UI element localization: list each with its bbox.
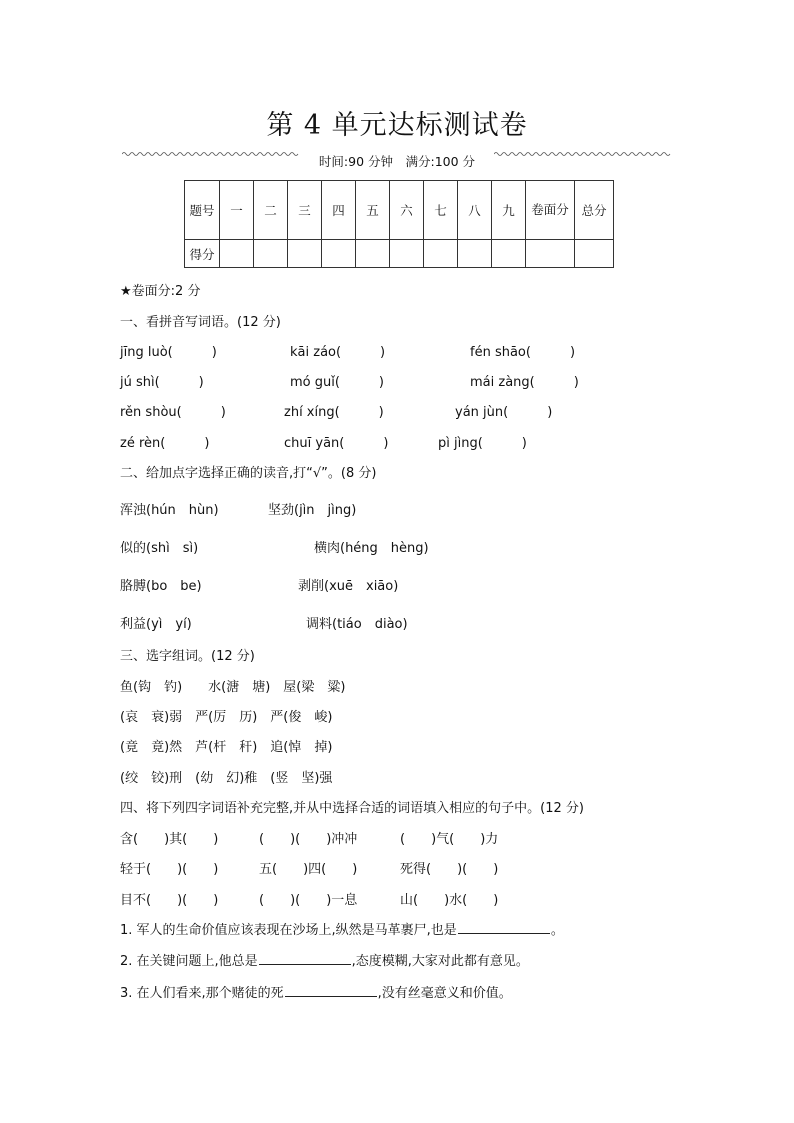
idiom-item[interactable]: ( )( )一息 — [259, 893, 358, 908]
score-header: 卷面分 — [526, 181, 575, 240]
pinyin-item[interactable]: rěn shòu( ) — [120, 405, 226, 420]
score-header: 总分 — [575, 181, 614, 240]
score-cell[interactable] — [390, 240, 424, 268]
score-cell[interactable] — [356, 240, 390, 268]
answer-blank[interactable] — [285, 984, 377, 997]
score-header: 四 — [322, 181, 356, 240]
score-header: 一 — [220, 181, 254, 240]
idiom-item[interactable]: 轻于( )( ) — [120, 862, 219, 877]
reading-choice[interactable]: 坚劲(jìn jìng) — [268, 503, 357, 518]
idiom-item[interactable]: ( )气( )力 — [400, 832, 499, 847]
reading-choice[interactable]: 似的(shì sì) — [120, 541, 199, 556]
idiom-item[interactable]: ( )( )冲冲 — [259, 832, 358, 847]
score-header: 题号 — [185, 181, 220, 240]
pinyin-item[interactable]: yán jùn( ) — [455, 405, 553, 420]
section-1-heading: 一、看拼音写词语。(12 分) — [120, 315, 281, 330]
score-cell[interactable] — [254, 240, 288, 268]
sentence-text: 2. 在关键问题上,他总是 — [120, 954, 258, 969]
fill-sentence-2 — [120, 950, 529, 969]
sentence-text: 。 — [550, 923, 564, 938]
score-row-label: 得分 — [185, 240, 220, 268]
idiom-item[interactable]: 死得( )( ) — [400, 862, 499, 877]
score-header: 六 — [390, 181, 424, 240]
idiom-item[interactable]: 五( )四( ) — [259, 862, 358, 877]
answer-blank[interactable] — [458, 921, 550, 934]
score-cell[interactable] — [424, 240, 458, 268]
reading-choice[interactable]: 利益(yì yí) — [120, 617, 192, 632]
page-title: 第 4 单元达标测试卷 — [266, 110, 528, 141]
score-cell[interactable] — [458, 240, 492, 268]
word-choice-row[interactable]: (绞 铰)刑 (幼 幻)稚 (竖 坚)强 — [120, 771, 333, 786]
score-cell[interactable] — [322, 240, 356, 268]
sentence-text: ,没有丝毫意义和价值。 — [377, 986, 512, 1001]
pinyin-item[interactable]: zé rèn( ) — [120, 436, 210, 451]
decorative-wave-right — [494, 150, 672, 158]
idiom-item[interactable]: 目不( )( ) — [120, 893, 219, 908]
pinyin-item[interactable]: zhí xíng( ) — [284, 405, 384, 420]
sentence-text: 1. 军人的生命价值应该表现在沙场上,纵然是马革裹尸,也是 — [120, 923, 457, 938]
pinyin-item[interactable]: jīng luò( ) — [120, 345, 217, 360]
score-cell[interactable] — [492, 240, 526, 268]
reading-choice[interactable]: 浑浊(hún hùn) — [120, 503, 219, 518]
idiom-item[interactable]: 山( )水( ) — [400, 893, 499, 908]
score-cell[interactable] — [526, 240, 575, 268]
pinyin-item[interactable]: fén shāo( ) — [470, 345, 576, 360]
word-choice-row[interactable]: (竟 竟)然 芦(杆 秆) 追(悼 掉) — [120, 740, 333, 755]
score-header: 九 — [492, 181, 526, 240]
score-cell[interactable] — [220, 240, 254, 268]
word-choice-row[interactable]: (哀 衰)弱 严(厉 历) 严(俊 峻) — [120, 710, 333, 725]
section-4-heading: 四、将下列四字词语补充完整,并从中选择合适的词语填入相应的句子中。(12 分) — [120, 801, 584, 816]
pinyin-item[interactable]: mó guǐ( ) — [290, 375, 384, 390]
section-2-heading: 二、给加点字选择正确的读音,打“√”。(8 分) — [120, 466, 377, 481]
word-choice-row[interactable]: 鱼(钩 钓) 水(溏 塘) 屋(梁 粱) — [120, 680, 346, 695]
score-header: 三 — [288, 181, 322, 240]
sentence-text: ,态度模糊,大家对此都有意见。 — [351, 954, 529, 969]
reading-choice[interactable]: 剥削(xuē xiāo) — [298, 579, 399, 594]
pinyin-item[interactable]: chuī yān( ) — [284, 436, 389, 451]
reading-choice[interactable]: 横肉(héng hèng) — [314, 541, 429, 556]
score-header: 五 — [356, 181, 390, 240]
sentence-text: 3. 在人们看来,那个赌徒的死 — [120, 986, 284, 1001]
reading-choice[interactable]: 调料(tiáo diào) — [306, 617, 408, 632]
pinyin-item[interactable]: mái zàng( ) — [470, 375, 579, 390]
answer-blank[interactable] — [259, 952, 351, 965]
score-header: 二 — [254, 181, 288, 240]
pinyin-item[interactable]: jú shì( ) — [120, 375, 204, 390]
exam-info: 时间:90 分钟 满分:100 分 — [318, 154, 476, 169]
score-cell[interactable] — [575, 240, 614, 268]
score-header: 八 — [458, 181, 492, 240]
neatness-note: ★卷面分:2 分 — [120, 284, 201, 299]
fill-sentence-3 — [120, 982, 512, 1001]
score-cell[interactable] — [288, 240, 322, 268]
score-table — [184, 180, 614, 268]
section-3-heading: 三、选字组词。(12 分) — [120, 649, 255, 664]
reading-choice[interactable]: 胳膊(bo be) — [120, 579, 202, 594]
pinyin-item[interactable]: kāi záo( ) — [290, 345, 386, 360]
pinyin-item[interactable]: pì jìng( ) — [438, 436, 527, 451]
fill-sentence-1 — [120, 919, 564, 938]
score-header: 七 — [424, 181, 458, 240]
idiom-item[interactable]: 含( )其( ) — [120, 832, 219, 847]
